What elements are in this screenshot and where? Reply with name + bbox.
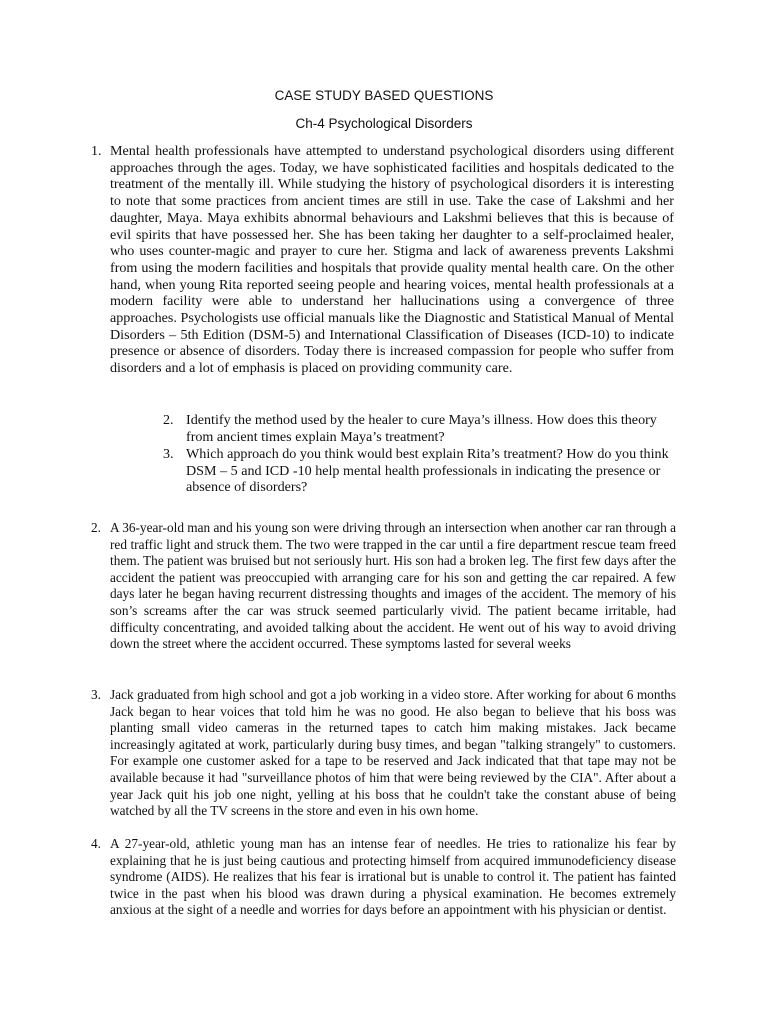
sub-question-2	[163, 412, 674, 445]
case-study-3	[91, 687, 676, 820]
case-study-2-number: 2.	[91, 520, 101, 535]
sub-question-3	[163, 446, 674, 496]
sub-question-3-text: Which approach do you think would best explain Rita’s treatment? How do you think DSM – 5 and ICD -10 help mental health professionals in indicating the presence or absence of disorders?	[186, 446, 669, 496]
sub-question-2-number: 2.	[163, 412, 174, 428]
case-study-1-text: Mental health professionals have attempted to understand psychological disorders using different approaches through the ages. Today, we have sophisticated facilities and hospitals dedicated to the treatment of the mentally ill. While studying the history of psychological disorders it is interesting to note that some practices from ancient times are still in use. Take the case of Lakshmi and her daughter, Maya. Maya exhibits abnormal behaviours and Lakshmi believes that this is because of evil spirits that have possessed her. She has been taking her daughter to a self-proclaimed healer, who uses counter-magic and prayer to cure her. Stigma and lack of awareness prevents Lakshmi from using the modern facilities and hospitals that provide quality mental health care. On the other hand, when young Rita reported seeing people and hearing voices, mental health professionals at a modern facility were able to understand her hallucinations using a convergence of three approaches. Psychologists use official manuals like the Diagnostic and Statistical Manual of Mental Disorders – 5th Edition (DSM-5) and International Classification of Diseases (ICD-10) to indicate presence or absence of disorders. Today there is increased compassion for people who suffer from disorders and a lot of emphasis is placed on providing community care.	[110, 143, 674, 377]
sub-question-3-number: 3.	[163, 446, 174, 462]
page-title: CASE STUDY BASED QUESTIONS	[274, 88, 494, 103]
case-study-4-number: 4.	[91, 836, 101, 851]
chapter-subtitle: Ch-4 Psychological Disorders	[295, 116, 473, 131]
case-study-3-text: Jack graduated from high school and got a job working in a video store. After working for about 6 months Jack began to hear voices that told him he was no good. He also began to believe that his boss was planting small video cameras in the returned tapes to catch him making mistakes. Jack became increasingly agitated at work, particularly during busy times, and began "talking strangely" to customers. For example one customer asked for a tape to be reserved and Jack indicated that that tape may not be available because it had "surveillance photos of him that were being reviewed by the CIA". After about a year Jack quit his job one night, yelling at his boss that he couldn't take the constant abuse of being watched by all the TV screens in the store and even in his own home.	[110, 687, 676, 819]
case-study-4-text: A 27-year-old, athletic young man has an intense fear of needles. He tries to rationalize his fear by explaining that he is just being cautious and protecting himself from acquired immunodeficiency disease syndrome (AIDS). He realizes that his fear is irrational but is unable to control it. The patient has fainted twice in the past when his blood was drawn during a physical examination. He becomes extremely anxious at the sight of a needle and worries for days before an appointment with his physician or dentist.	[110, 836, 676, 918]
case-study-4	[91, 836, 676, 919]
case-study-3-number: 3.	[91, 687, 101, 702]
case-study-2-text: A 36-year-old man and his young son were driving through an intersection when another car ran through a red traffic light and struck them. The two were trapped in the car until a fire department rescue team freed them. The patient was bruised but not seriously hurt. His son had a broken leg. The first few days after the accident the patient was preoccupied with arranging care for his son and getting the car repaired. A few days later he began having recurrent distressing thoughts and images of the accident. The memory of his son’s screams after the car was struck seemed particularly vivid. The patient became irritable, had difficulty concentrating, and avoided talking about the accident. He went out of his way to avoid driving down the street where the accident occurred. These symptoms lasted for several weeks	[110, 520, 676, 652]
case-study-1-number: 1.	[91, 143, 102, 159]
sub-question-2-text: Identify the method used by the healer to cure Maya’s illness. How does this theory from ancient times explain Maya’s treatment?	[186, 412, 657, 445]
case-study-2	[91, 520, 676, 653]
case-study-1	[91, 143, 674, 377]
